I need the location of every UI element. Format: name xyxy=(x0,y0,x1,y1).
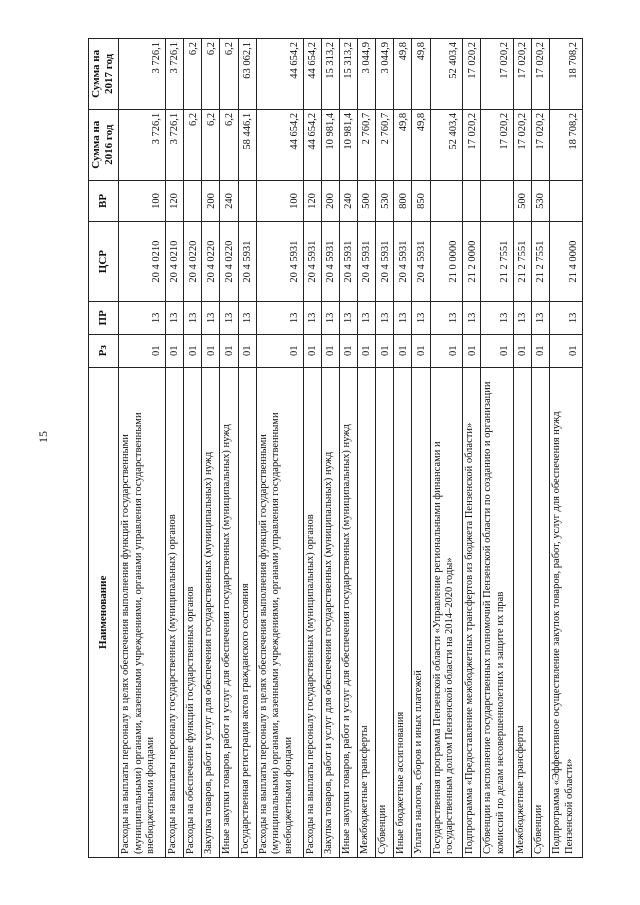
cell-vr: 200 xyxy=(322,180,340,222)
cell-sum-2017: 15 313,2 xyxy=(340,39,358,110)
cell-sum-2017: 44 654,2 xyxy=(303,39,321,110)
cell-csr: 20 4 0210 xyxy=(166,222,184,302)
cell-sum-2017: 15 313,2 xyxy=(322,39,340,110)
cell-vr: 240 xyxy=(220,180,238,222)
cell-rz: 01 xyxy=(303,334,321,367)
cell-name: Уплата налогов, сборов и иных платежей xyxy=(412,367,430,857)
cell-csr: 20 4 5931 xyxy=(238,222,256,302)
cell-csr: 20 4 0210 xyxy=(118,222,165,302)
cell-pr: 13 xyxy=(550,301,583,334)
table-body xyxy=(118,39,582,858)
header-csr: ЦСР xyxy=(89,222,119,302)
cell-pr: 13 xyxy=(376,301,394,334)
cell-sum-2016: 17 020,2 xyxy=(532,109,550,180)
cell-pr: 13 xyxy=(481,301,514,334)
cell-rz: 01 xyxy=(238,334,256,367)
cell-sum-2017: 17 020,2 xyxy=(481,39,514,110)
cell-name: Государственная программа Пензенской области «Управление региональными финансами и государственным долгом Пензенской области на 2014–2020 годы» xyxy=(430,367,463,857)
cell-sum-2016: 49,8 xyxy=(394,109,412,180)
cell-sum-2016: 3 726,1 xyxy=(118,109,165,180)
cell-sum-2016: 2 760,7 xyxy=(358,109,376,180)
cell-vr xyxy=(463,180,481,222)
cell-vr: 530 xyxy=(376,180,394,222)
cell-rz: 01 xyxy=(256,334,303,367)
cell-name: Иные бюджетные ассигнования xyxy=(394,367,412,857)
cell-csr: 21 4 0000 xyxy=(550,222,583,302)
cell-name: Иные закупки товаров, работ и услуг для обеспечения государственных (муниципальных) нужд xyxy=(220,367,238,857)
cell-sum-2017: 3 726,1 xyxy=(166,39,184,110)
table-row xyxy=(166,39,184,858)
cell-name: Расходы на выплаты персоналу в целях обеспечения выполнения функций государственными (муниципальными) органами, казенными учреждениями, органами управления государственными внебюджетными фондами xyxy=(256,367,303,857)
cell-name: Субвенции на исполнение государственных полномочий Пензенской области по созданию и организации комиссий по делам несовершеннолетних и защите их прав xyxy=(481,367,514,857)
cell-sum-2017: 49,8 xyxy=(412,39,430,110)
cell-sum-2017: 17 020,2 xyxy=(463,39,481,110)
cell-pr: 13 xyxy=(463,301,481,334)
cell-sum-2016: 2 760,7 xyxy=(376,109,394,180)
cell-rz: 01 xyxy=(514,334,532,367)
cell-sum-2016: 6,2 xyxy=(220,109,238,180)
cell-sum-2017: 3 044,9 xyxy=(376,39,394,110)
cell-pr: 13 xyxy=(394,301,412,334)
cell-pr: 13 xyxy=(166,301,184,334)
cell-rz: 01 xyxy=(481,334,514,367)
cell-pr: 13 xyxy=(238,301,256,334)
table-row xyxy=(340,39,358,858)
header-pr: ПР xyxy=(89,301,119,334)
table-header-row xyxy=(89,39,119,858)
cell-csr: 20 4 0220 xyxy=(184,222,202,302)
cell-csr: 20 4 5931 xyxy=(412,222,430,302)
table-row xyxy=(358,39,376,858)
cell-vr: 100 xyxy=(256,180,303,222)
table-row xyxy=(532,39,550,858)
cell-vr xyxy=(184,180,202,222)
table-row xyxy=(463,39,481,858)
cell-vr: 120 xyxy=(303,180,321,222)
cell-sum-2017: 63 062,1 xyxy=(238,39,256,110)
cell-name: Расходы на выплаты персоналу государственных (муниципальных) органов xyxy=(166,367,184,857)
cell-name: Расходы на обеспечение функций государственных органов xyxy=(184,367,202,857)
cell-name: Межбюджетные трансферты xyxy=(358,367,376,857)
table-row xyxy=(550,39,583,858)
cell-vr: 240 xyxy=(340,180,358,222)
cell-name: Государственная регистрация актов гражданского состояния xyxy=(238,367,256,857)
cell-pr: 13 xyxy=(303,301,321,334)
table-row xyxy=(412,39,430,858)
cell-pr: 13 xyxy=(532,301,550,334)
cell-csr: 20 4 5931 xyxy=(303,222,321,302)
cell-rz: 01 xyxy=(340,334,358,367)
cell-pr: 13 xyxy=(256,301,303,334)
table-row xyxy=(514,39,532,858)
cell-sum-2017: 17 020,2 xyxy=(532,39,550,110)
cell-name: Иные закупки товаров, работ и услуг для обеспечения государственных (муниципальных) нужд xyxy=(340,367,358,857)
cell-rz: 01 xyxy=(358,334,376,367)
table-row xyxy=(220,39,238,858)
cell-name: Расходы на выплаты персоналу государственных (муниципальных) органов xyxy=(303,367,321,857)
cell-vr: 500 xyxy=(514,180,532,222)
cell-rz: 01 xyxy=(202,334,220,367)
cell-vr: 100 xyxy=(118,180,165,222)
cell-sum-2017: 18 708,2 xyxy=(550,39,583,110)
cell-pr: 13 xyxy=(322,301,340,334)
budget-table xyxy=(88,38,583,858)
cell-rz: 01 xyxy=(463,334,481,367)
cell-sum-2017: 6,2 xyxy=(220,39,238,110)
cell-sum-2017: 49,8 xyxy=(394,39,412,110)
cell-csr: 21 2 7551 xyxy=(481,222,514,302)
header-sum-2016: Сумма на 2016 год xyxy=(89,109,119,180)
cell-rz: 01 xyxy=(166,334,184,367)
cell-sum-2016: 10 981,4 xyxy=(340,109,358,180)
cell-sum-2017: 3 726,1 xyxy=(118,39,165,110)
cell-pr: 13 xyxy=(514,301,532,334)
cell-csr: 20 4 5931 xyxy=(358,222,376,302)
cell-name: Субвенции xyxy=(532,367,550,857)
cell-sum-2017: 52 403,4 xyxy=(430,39,463,110)
table-row xyxy=(238,39,256,858)
cell-sum-2016: 17 020,2 xyxy=(481,109,514,180)
cell-csr: 20 4 0220 xyxy=(202,222,220,302)
cell-rz: 01 xyxy=(412,334,430,367)
cell-vr: 120 xyxy=(166,180,184,222)
header-sum-2017: Сумма на 2017 год xyxy=(89,39,119,110)
cell-rz: 01 xyxy=(532,334,550,367)
cell-csr: 21 0 0000 xyxy=(430,222,463,302)
cell-sum-2016: 6,2 xyxy=(184,109,202,180)
cell-pr: 13 xyxy=(118,301,165,334)
cell-csr: 20 4 5931 xyxy=(394,222,412,302)
cell-rz: 01 xyxy=(376,334,394,367)
cell-sum-2016: 17 020,2 xyxy=(463,109,481,180)
cell-name: Подпрограмма «Предоставление межбюджетных трансфертов из бюджета Пензенской области» xyxy=(463,367,481,857)
table-row xyxy=(481,39,514,858)
table-row xyxy=(322,39,340,858)
cell-pr: 13 xyxy=(340,301,358,334)
cell-rz: 01 xyxy=(322,334,340,367)
cell-vr xyxy=(550,180,583,222)
cell-sum-2017: 44 654,2 xyxy=(256,39,303,110)
cell-vr: 500 xyxy=(358,180,376,222)
header-vr: ВР xyxy=(89,180,119,222)
cell-sum-2016: 49,8 xyxy=(412,109,430,180)
cell-sum-2016: 44 654,2 xyxy=(303,109,321,180)
cell-sum-2016: 3 726,1 xyxy=(166,109,184,180)
cell-rz: 01 xyxy=(184,334,202,367)
cell-vr: 200 xyxy=(202,180,220,222)
cell-name: Расходы на выплаты персоналу в целях обеспечения выполнения функций государственными (муниципальными) органами, казенными учреждениями, органами управления государственными внебюджетными фондами xyxy=(118,367,165,857)
table-row xyxy=(394,39,412,858)
cell-sum-2016: 10 981,4 xyxy=(322,109,340,180)
cell-rz: 01 xyxy=(394,334,412,367)
cell-csr: 21 2 7551 xyxy=(514,222,532,302)
cell-name: Субвенции xyxy=(376,367,394,857)
cell-sum-2016: 44 654,2 xyxy=(256,109,303,180)
cell-csr: 20 4 5931 xyxy=(322,222,340,302)
cell-sum-2017: 6,2 xyxy=(184,39,202,110)
cell-rz: 01 xyxy=(430,334,463,367)
header-name: Наименование xyxy=(89,367,119,857)
table-row xyxy=(376,39,394,858)
table-row xyxy=(256,39,303,858)
cell-vr xyxy=(238,180,256,222)
cell-csr: 20 4 5931 xyxy=(340,222,358,302)
cell-sum-2017: 17 020,2 xyxy=(514,39,532,110)
header-rz: Рз xyxy=(89,334,119,367)
cell-vr: 800 xyxy=(394,180,412,222)
table-row xyxy=(118,39,165,858)
cell-name: Подпрограмма «Эффективное осуществление закупок товаров, работ, услуг для обеспечения нужд Пензенской области» xyxy=(550,367,583,857)
cell-sum-2016: 18 708,2 xyxy=(550,109,583,180)
cell-name: Закупка товаров, работ и услуг для обеспечения государственных (муниципальных) нужд xyxy=(322,367,340,857)
cell-sum-2017: 6,2 xyxy=(202,39,220,110)
cell-vr: 850 xyxy=(412,180,430,222)
cell-name: Закупка товаров, работ и услуг для обеспечения государственных (муниципальных) нужд xyxy=(202,367,220,857)
cell-csr: 21 2 7551 xyxy=(532,222,550,302)
cell-pr: 13 xyxy=(220,301,238,334)
cell-pr: 13 xyxy=(412,301,430,334)
table-row xyxy=(430,39,463,858)
cell-csr: 20 4 5931 xyxy=(256,222,303,302)
cell-pr: 13 xyxy=(358,301,376,334)
cell-sum-2017: 3 044,9 xyxy=(358,39,376,110)
cell-pr: 13 xyxy=(202,301,220,334)
page-number: 15 xyxy=(36,431,50,443)
cell-name: Межбюджетные трансферты xyxy=(514,367,532,857)
cell-rz: 01 xyxy=(220,334,238,367)
cell-vr xyxy=(430,180,463,222)
cell-csr: 21 2 0000 xyxy=(463,222,481,302)
cell-sum-2016: 6,2 xyxy=(202,109,220,180)
budget-table-container xyxy=(88,38,583,858)
cell-sum-2016: 58 446,1 xyxy=(238,109,256,180)
cell-csr: 20 4 5931 xyxy=(376,222,394,302)
cell-vr xyxy=(481,180,514,222)
cell-pr: 13 xyxy=(430,301,463,334)
cell-sum-2016: 17 020,2 xyxy=(514,109,532,180)
table-row xyxy=(202,39,220,858)
cell-pr: 13 xyxy=(184,301,202,334)
cell-rz: 01 xyxy=(550,334,583,367)
cell-rz: 01 xyxy=(118,334,165,367)
cell-vr: 530 xyxy=(532,180,550,222)
table-row xyxy=(303,39,321,858)
cell-csr: 20 4 0220 xyxy=(220,222,238,302)
table-row xyxy=(184,39,202,858)
cell-sum-2016: 52 403,4 xyxy=(430,109,463,180)
